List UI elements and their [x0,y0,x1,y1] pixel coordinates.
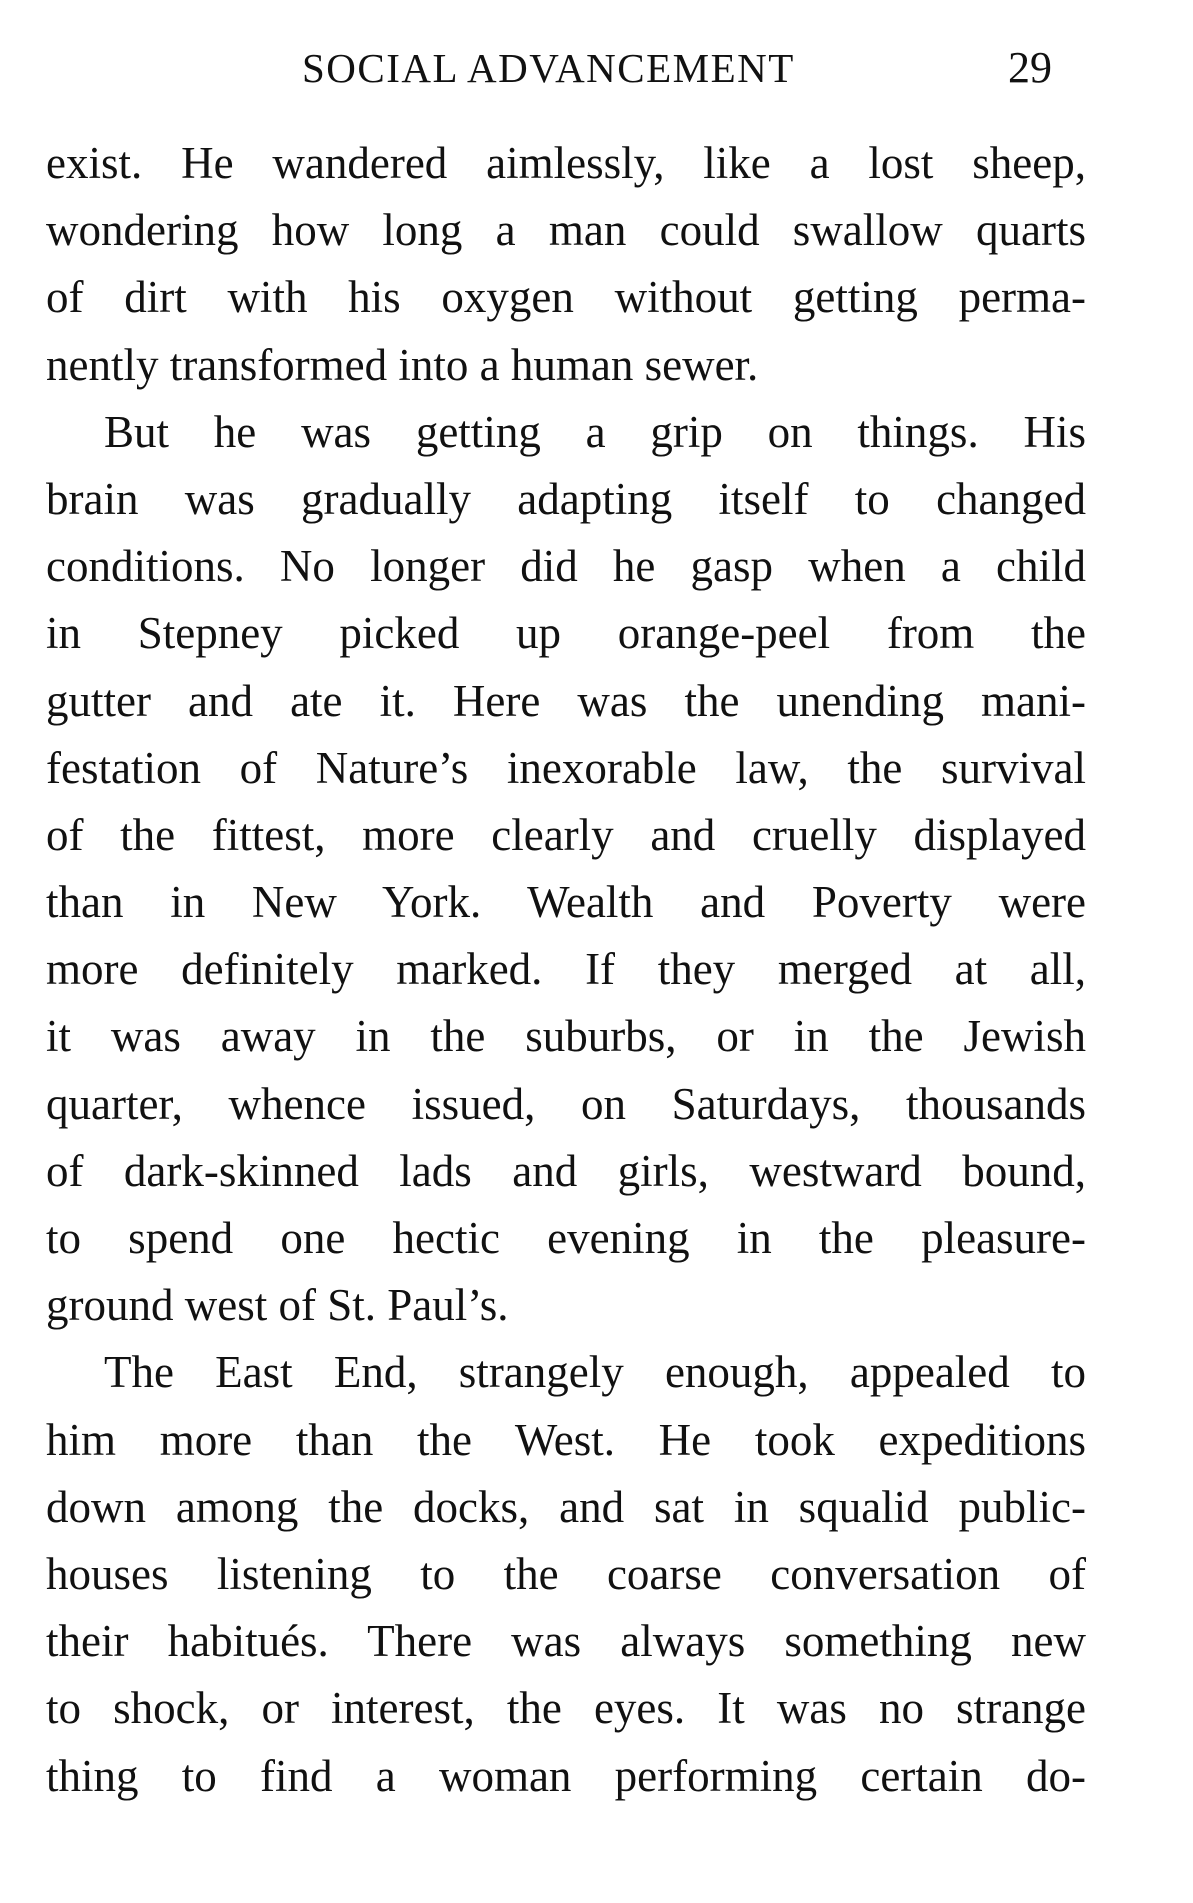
text-line: But he was getting a grip on things. His [104,406,1086,457]
text-line: than in New York. Wealth and Poverty were [46,877,1086,928]
text-line: ground west of St. Paul’s. [46,1280,509,1331]
text-line: conditions. No longer did he gasp when a child [46,541,1086,592]
text-line: brain was gradually adapting itself to changed [46,473,1086,524]
running-title: SOCIAL ADVANCEMENT [302,45,795,91]
running-head [0,38,1193,98]
text-line: to shock, or interest, the eyes. It was no strange [46,1683,1086,1734]
text-line: down among the docks, and sat in squalid public- [46,1481,1086,1532]
text-line: thing to find a woman performing certain do- [46,1750,1086,1801]
text-line: in Stepney picked up orange-peel from the [46,608,1086,659]
page-number: 29 [1008,43,1052,92]
text-line: of the fittest, more clearly and cruelly displayed [46,809,1086,860]
text-line: wondering how long a man could swallow quarts [46,205,1086,256]
text-line: him more than the West. He took expeditions [46,1414,1086,1465]
text-line: of dark-skinned lads and girls, westward bound, [46,1145,1086,1196]
text-line: quarter, whence issued, on Saturdays, thousands [46,1078,1086,1129]
text-line: their habitués. There was always something new [46,1616,1086,1667]
text-line: more definitely marked. If they merged at all, [46,944,1086,995]
body-text [46,130,1086,1810]
text-line: nently transformed into a human sewer. [46,339,759,390]
text-line: it was away in the suburbs, or in the Jewish [46,1011,1086,1062]
text-line: gutter and ate it. Here was the unending mani- [46,675,1086,726]
text-line: exist. He wandered aimlessly, like a lost sheep, [46,138,1086,188]
text-line: festation of Nature’s inexorable law, the survival [46,742,1086,793]
text-line: The East End, strangely enough, appealed to [104,1347,1086,1398]
text-line: houses listening to the coarse conversation of [46,1548,1086,1599]
text-line: of dirt with his oxygen without getting perma- [46,272,1086,323]
text-line: to spend one hectic evening in the pleasure- [46,1213,1086,1263]
